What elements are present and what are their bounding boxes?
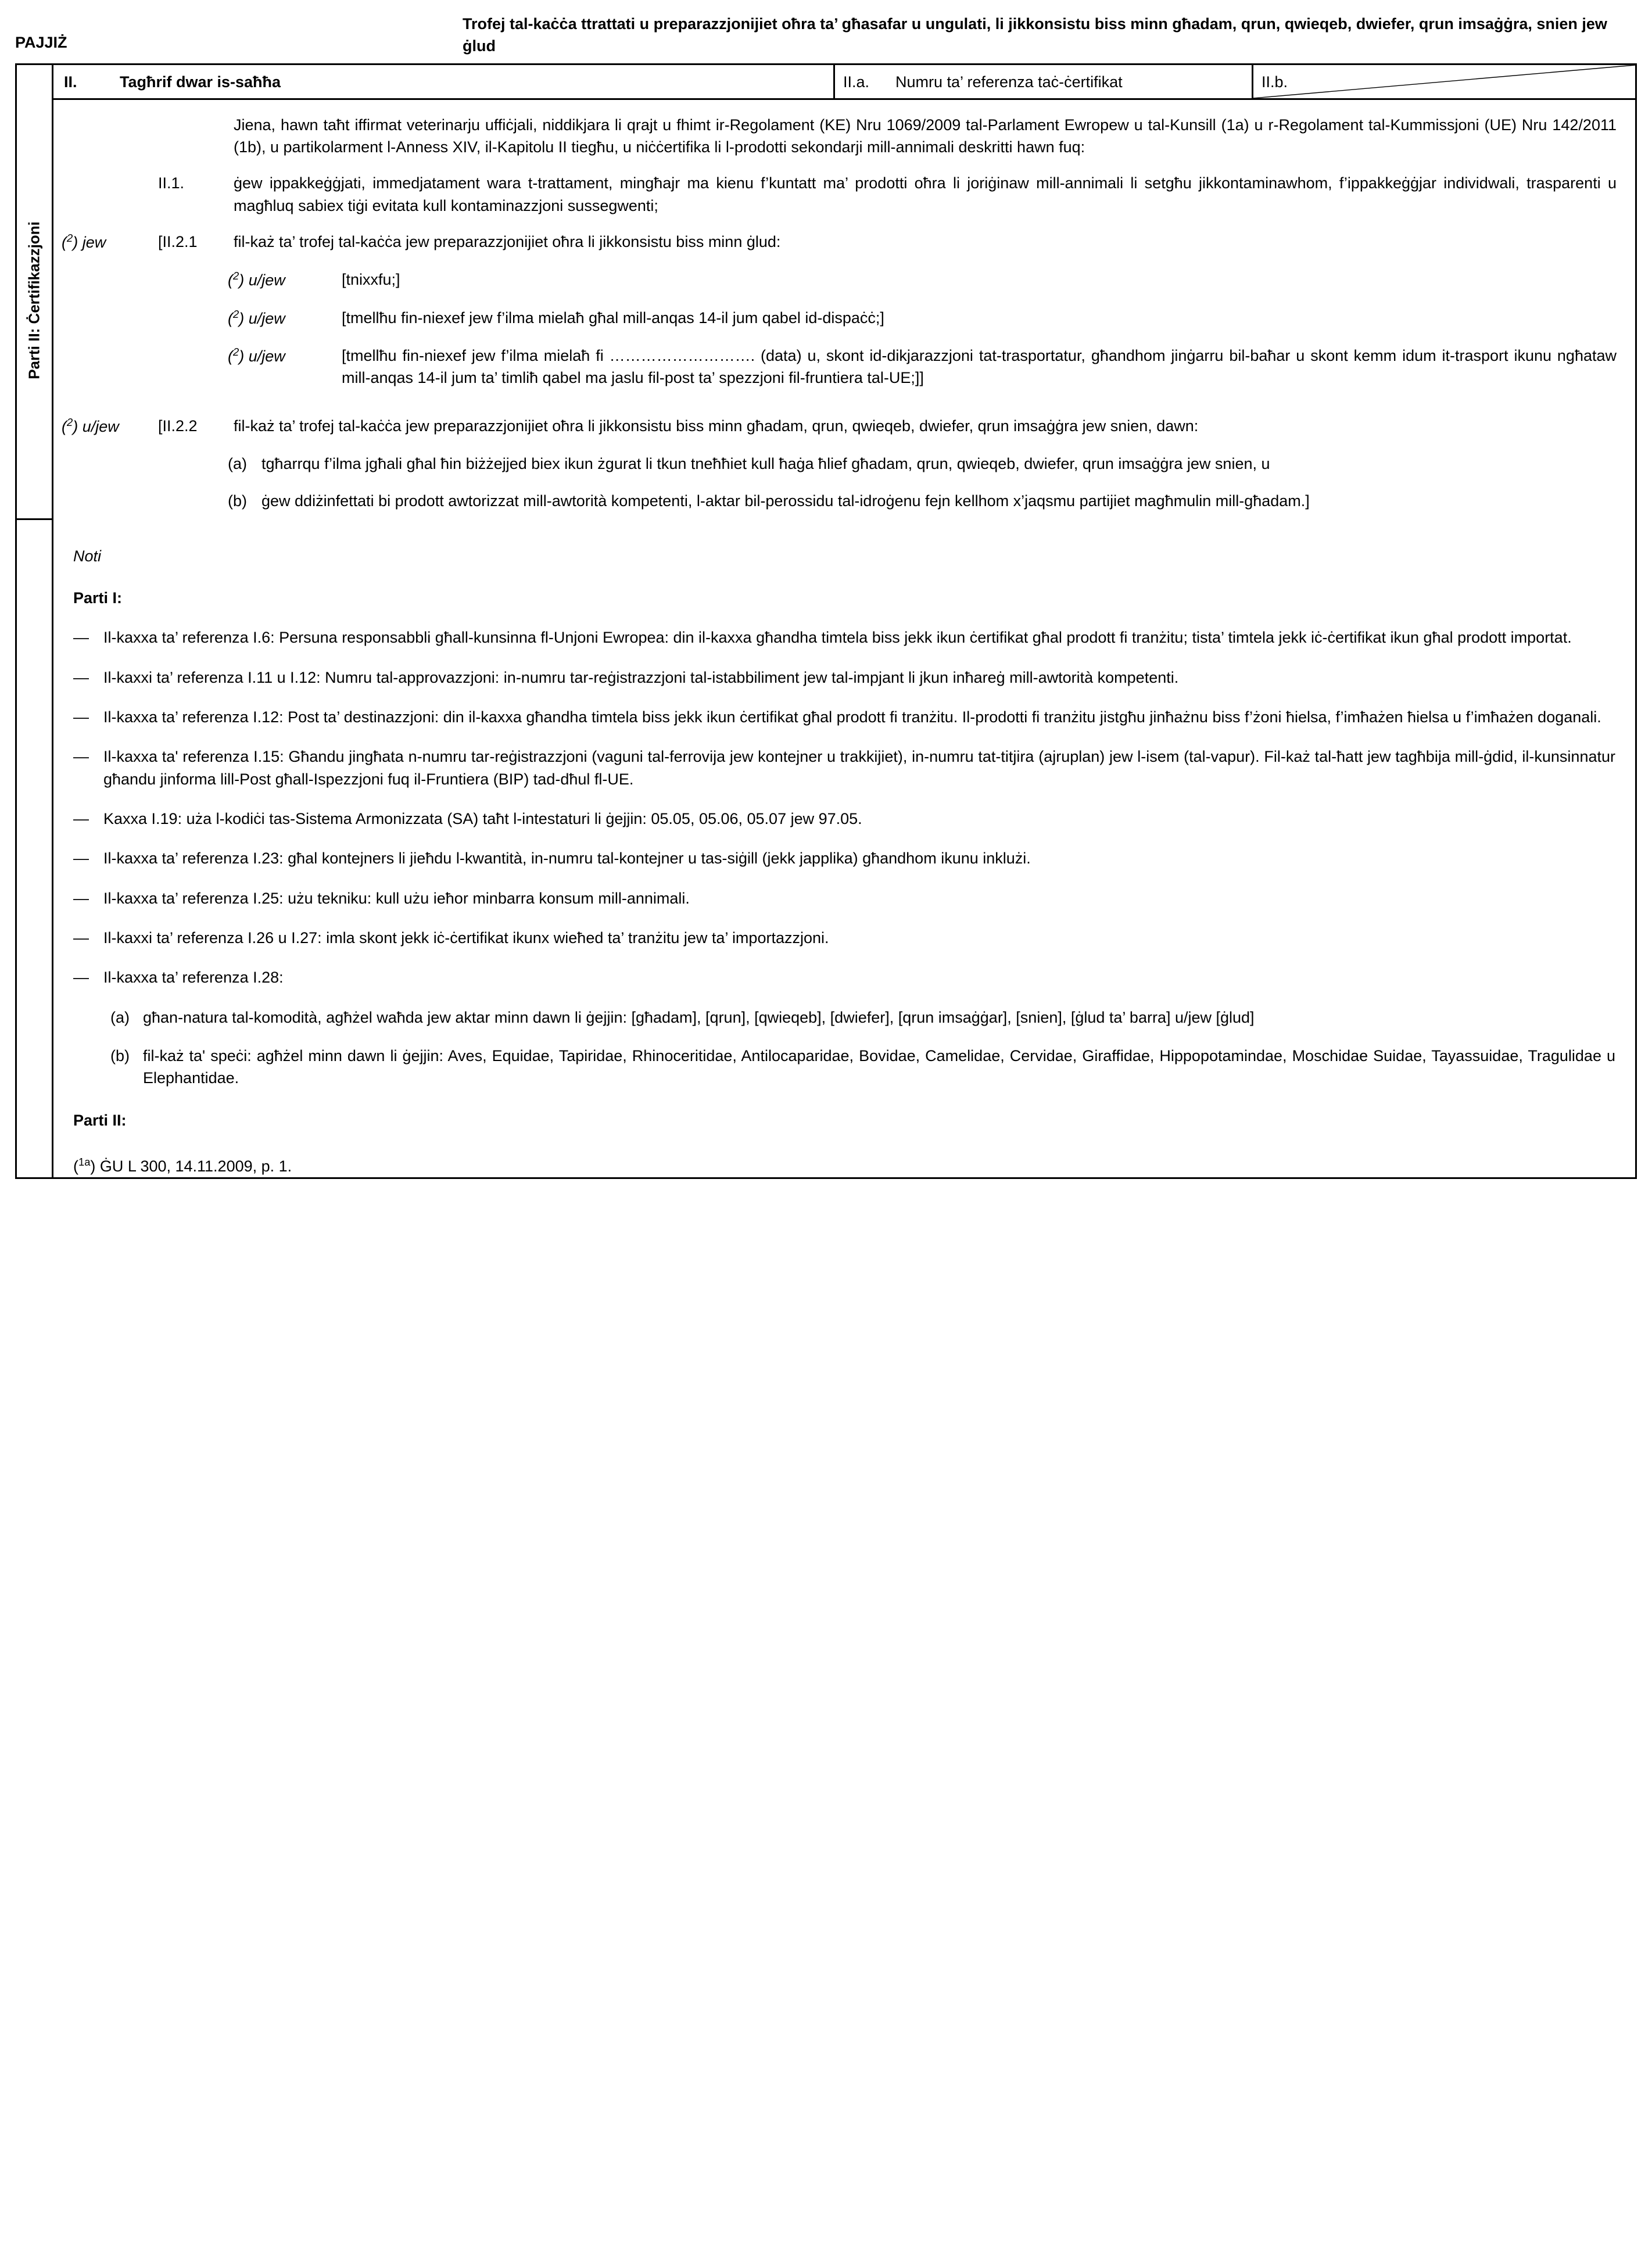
option-1-marker: ($^2$) u/jew xyxy=(228,270,285,289)
option-row-2 xyxy=(228,307,1617,329)
dash-icon: — xyxy=(73,629,89,647)
clause-II-2-2-sup: 2 xyxy=(67,415,73,428)
note-item xyxy=(73,927,1615,949)
dash-icon: — xyxy=(73,809,89,827)
subclause-a-key: (a) xyxy=(228,454,247,472)
note-item xyxy=(73,746,1615,790)
certificate-reference-cell xyxy=(833,65,1252,98)
country-label: PAJJIŻ xyxy=(15,34,67,51)
clause-II-1-text: ġew ippakkeġġjati, immedjatament wara t-trattament, mingħajr ma kienu f’kuntatt ma’ prodotti oħra li joriġinaw mill-annimali li setgħu jikkontaminawhom, f’ippakkeġġjar individwali, trasparenti u magħluq sabiex tiġi evitata kull kontaminazzjoni sussegwenti; xyxy=(234,174,1617,214)
note-text: Il-kaxxa ta' referenza I.15: Għandu jingħata n-numru tar-reġistrazzjoni (vaguni tal-ferrovija jew kontejner u trakkijiet), in-numru tat-titjira (ajruplan) jew l-isem (tal-vapur). Fil-każ tal-ħatt jew tagħbija mill-ġdid, il-kunsinnatur għandu jinforma lill-Post għall-Ispezzjoni fuq il-Fruntiera (BIP) tad-dħul fl-UE. xyxy=(103,748,1615,788)
note-item xyxy=(73,847,1615,869)
notes-section xyxy=(53,528,1635,1178)
note-text: Il-kaxxa ta’ referenza I.23: għal kontejners li jieħdu l-kwantità, in-numru tal-kontejner u tas-siġill (jekk japplika) għandhom ikunu inklużi. xyxy=(103,850,1031,868)
subclause-b-text: ġew ddiżinfettati bi prodott awtorizzat mill-awtorità kompetenti, l-aktar bil-perossidu tal-idroġenu fejn kellhom x’jaqsmu partijiet magħmulin mill-għadam.] xyxy=(261,492,1310,510)
subclause-a-text: tgħarrqu f’ilma jgħali għal ħin biżżejjed biex ikun żgurat li tkun tneħħiet kull ħaġa ħlief għadam, qrun, qwieqeb, dwiefer, qrun imsaġġra jew snien, u xyxy=(261,454,1270,472)
reference-number-text: Numru ta’ referenza taċ-ċertifikat xyxy=(895,73,1123,91)
note-subitem xyxy=(110,1045,1615,1090)
side-label-box xyxy=(17,65,52,520)
parti-1-heading: Parti I: xyxy=(73,589,123,607)
clause-II-2-1-options xyxy=(228,268,1617,389)
clause-II-1 xyxy=(53,172,1617,217)
dash-icon: — xyxy=(73,889,89,907)
dash-icon: — xyxy=(73,708,89,726)
option-2-text: [tmellħu fin-niexef jew f’ilma mielaħ għal mill-anqas 14-il jum qabel id-dispaċċ;] xyxy=(342,309,884,327)
certificate-frame xyxy=(15,63,1637,1180)
intro-block xyxy=(53,114,1617,159)
clause-II-2-2-subclauses xyxy=(228,453,1617,513)
dash-icon: — xyxy=(73,748,89,766)
dash-icon: — xyxy=(73,929,89,947)
clause-II-1-number: II.1. xyxy=(158,174,185,192)
option-1-text: [tnixxfu;] xyxy=(342,271,400,289)
option-3-marker: ($^2$) u/jew xyxy=(228,345,285,365)
clause-II-2-2-text: fil-każ ta’ trofej tal-kaċċa jew preparazzjonijiet oħra li jikkonsistu biss minn għadam, qrun, qwieqeb, dwiefer, qrun imsaġġra jew snien, dawn: xyxy=(234,417,1199,435)
note-text: Il-kaxxa ta’ referenza I.25: użu tekniku: kull użu ieħor minbarra konsum mill-annimali. xyxy=(103,889,690,907)
clause-II-2-1-number: [II.2.1 xyxy=(158,232,198,250)
footnote-sup: 1a xyxy=(78,1155,91,1168)
section-number: II. xyxy=(64,73,77,91)
note-text: Il-kaxxi ta’ referenza I.11 u I.12: Numru tal-approvazzjoni: in-numru tar-reġistrazzjoni tal-istabbiliment jew tal-impjant li jkun inħareġ mill-awtorità kompetenti. xyxy=(103,668,1179,686)
footnote: ($^{1a}$) ĠU L 300, 14.11.2009, p. 1. xyxy=(73,1155,292,1175)
note-subitem-text: fil-każ ta' speċi: agħżel minn dawn li ġejjin: Aves, Equidae, Tapiridae, Rhinoceritidae, Antilocaparidae, Bovidae, Camelidae, Cervidae, Giraffidae, Hippopotamindae, Moschidae Suidae, Tayassuidae, Tragulidae u Elephantidae. xyxy=(143,1047,1615,1087)
clause-II-2-1-marker-text: jew xyxy=(82,233,106,251)
option-3-text: [tmellħu fin-niexef jew f’ilma mielaħ fi ………………………. (data) u, skont id-dikjarazzjoni tat-trasportatur, għandhom jinġarru bil-baħar u skont kemm idum it-trasport ikunu ngħataw mill-anqas 14-il jum ta’ timliħ qabel ma jaslu fil-post ta’ spezzjoni fil-fruntiera tal-UE;]] xyxy=(342,346,1617,387)
note-item xyxy=(73,966,1615,988)
note-item xyxy=(73,706,1615,728)
health-information-body xyxy=(53,114,1635,528)
note-item xyxy=(73,626,1615,648)
clause-II-2-2-marker-text: u/jew xyxy=(82,417,119,435)
diagonal-line-icon xyxy=(1253,65,1635,98)
clause-II-2-1-text: fil-każ ta’ trofej tal-kaċċa jew preparazzjonijiet oħra li jikkonsistu biss minn ġlud: xyxy=(234,232,781,250)
option-1-marker-text: u/jew xyxy=(248,271,285,289)
note-subitem-key: (a) xyxy=(110,1008,130,1026)
reference-number-label: II.a. xyxy=(843,73,870,91)
clause-II-2-2-marker: ($^2$) u/jew xyxy=(62,415,119,435)
subclause-b xyxy=(228,490,1617,512)
document-title: Trofej tal-kaċċa ttrattati u preparazzjonijiet oħra ta’ għasafar u ungulati, li jikkonsistu biss minn għadam, qrun, qwieqeb, dwiefer, qrun imsaġġra, snien jew ġlud xyxy=(463,15,1607,55)
option-2-marker: ($^2$) u/jew xyxy=(228,307,285,327)
reference-b-label: II.b. xyxy=(1262,73,1288,91)
note-text: Kaxxa I.19: uża l-kodiċi tas-Sistema Armonizzata (SA) taħt l-intestaturi li ġejjin: 05.05, 05.06, 05.07 jew 97.05. xyxy=(103,809,862,827)
footnote-text: ĠU L 300, 14.11.2009, p. 1. xyxy=(99,1157,292,1175)
subclause-a xyxy=(228,453,1617,475)
option-1-sup: 2 xyxy=(233,270,239,282)
note-item xyxy=(73,666,1615,689)
option-row-1 xyxy=(228,268,1617,291)
document-header xyxy=(15,13,1637,63)
note-text: Il-kaxxa ta’ referenza I.12: Post ta’ destinazzjoni: din il-kaxxa għandha timtela biss jekk ikun ċertifikat għal prodott fi tranżitu. Il-prodotti fi tranżitu jistgħu jinħażnu biss f’żoni ħielsa, f’imħażen ħielsa u f’imħażen doganali. xyxy=(103,708,1601,726)
note-text: Il-kaxxa ta’ referenza I.28: xyxy=(103,969,284,987)
note-subitem-text: għan-natura tal-komodità, agħżel waħda jew aktar minn dawn li ġejjin: [għadam], [qrun], [qwieqeb], [dwiefer], [qrun imsaġġar], [snien], [ġlud ta’ barra] u/jew [ġlud] xyxy=(143,1008,1255,1026)
dash-icon: — xyxy=(73,850,89,868)
option-3-marker-text: u/jew xyxy=(248,347,285,365)
intro-gutter-a xyxy=(53,114,158,159)
option-2-sup: 2 xyxy=(233,307,239,320)
clause-II-1-gutter xyxy=(53,172,158,217)
note-text: Il-kaxxi ta’ referenza I.26 u I.27: imla skont jekk iċ-ċertifikat ikunx wieħed ta’ tranżitu jew ta’ importazzjoni. xyxy=(103,929,829,947)
clause-II-2-2-number: [II.2.2 xyxy=(158,417,198,435)
side-label-column xyxy=(17,65,53,1178)
intro-gutter-b xyxy=(158,114,234,159)
note-item xyxy=(73,808,1615,830)
intro-text: Jiena, hawn taħt iffirmat veterinarju uffiċjali, niddikjara li qrajt u fhimt ir-Regolament (KE) Nru 1069/2009 tal-Parlament Ewropew u tal-Kunsill (1a) u r-Regolament tal-Kummissjoni (UE) Nru 142/2011 (1b), u partikolarment l-Anness XIV, il-Kapitolu II tiegħu, u niċċertifika li l-prodotti sekondarji mill-annimali deskritti hawn fuq: xyxy=(234,116,1617,156)
dash-icon: — xyxy=(73,969,89,987)
option-3-sup: 2 xyxy=(233,345,239,358)
parti-2-heading: Parti II: xyxy=(73,1111,127,1129)
option-2-marker-text: u/jew xyxy=(248,309,285,327)
note-item xyxy=(73,887,1615,909)
subclause-b-key: (b) xyxy=(228,492,247,510)
clause-II-2-1-sup: 2 xyxy=(67,231,73,244)
dash-icon: — xyxy=(73,668,89,686)
note-text: Il-kaxxa ta’ referenza I.6: Persuna responsabbli għall-kunsinna fl-Unjoni Ewropea: din il-kaxxa għandha timtela biss jekk ikun ċertifikat għal prodott fi tranżitu; tista’ timtela jekk iċ-ċertifikat ikun għal prodott importat. xyxy=(103,629,1572,647)
clause-II-2-2 xyxy=(53,415,1617,438)
reference-b-cell xyxy=(1252,65,1635,98)
option-row-3 xyxy=(228,345,1617,389)
note-subitem xyxy=(110,1006,1615,1028)
side-label-text: Parti II: Ċertifikazzjoni xyxy=(25,221,43,380)
section-header-row xyxy=(53,65,1635,100)
note-subitem-key: (b) xyxy=(110,1047,130,1065)
section-title-cell xyxy=(53,65,833,98)
section-title: Tagħrif dwar is-saħħa xyxy=(120,73,281,91)
clause-II-2-1-marker: ($^2$) jew xyxy=(62,231,106,251)
frame-body xyxy=(53,65,1635,1178)
clause-II-2-1 xyxy=(53,231,1617,253)
notes-heading: Noti xyxy=(73,547,102,565)
